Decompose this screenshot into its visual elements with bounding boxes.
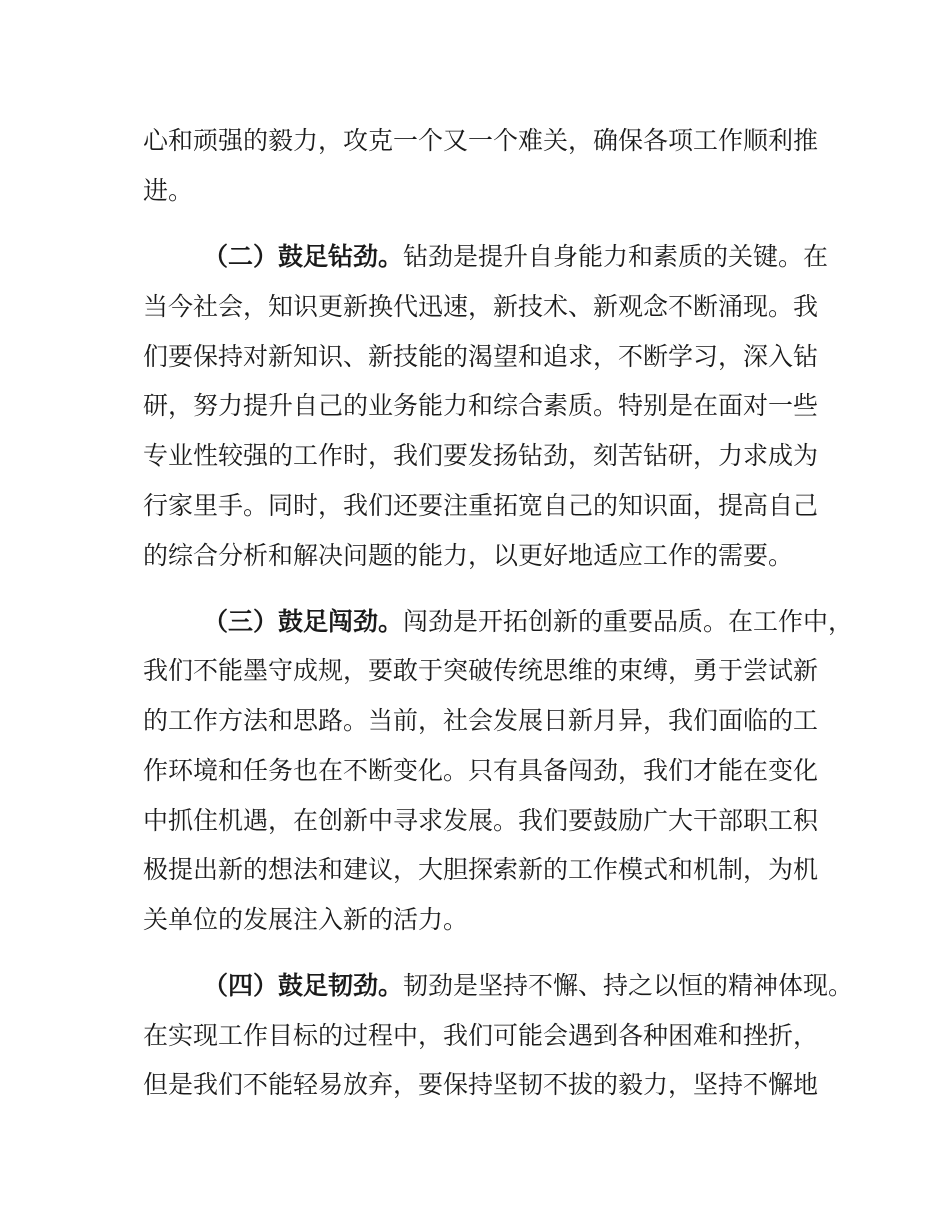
text-line: 的综合分析和解决问题的能力，以更好地适应工作的需要。 <box>143 541 794 570</box>
paragraph-first-line <box>203 605 853 639</box>
text-line: 关单位的发展注入新的活力。 <box>143 905 469 934</box>
text-line: 在实现工作目标的过程中，我们可能会遇到各种困难和挫折， <box>143 1021 819 1050</box>
text-run: 钻劲是提升自身能力和素质的关键。在 <box>403 242 829 271</box>
text-line: 当今社会，知识更新换代迅速，新技术、新观念不断涌现。我 <box>143 292 819 321</box>
text-line: 行家里手。同时，我们还要注重拓宽自己的知识面，提高自己 <box>143 491 819 520</box>
text-line: 极提出新的想法和建议，大胆探索新的工作模式和机制，为机 <box>143 855 819 884</box>
section-heading: （二）鼓足钻劲。 <box>203 242 404 271</box>
text-line: 们要保持对新知识、新技能的渴望和追求，不断学习，深入钻 <box>143 342 819 371</box>
text-line: 心和顽强的毅力，攻克一个又一个难关，确保各项工作顺利推 <box>143 126 819 155</box>
text-line: 但是我们不能轻易放弃，要保持坚韧不拔的毅力，坚持不懈地 <box>143 1070 819 1099</box>
text-line: 作环境和任务也在不断变化。只有具备闯劲，我们才能在变化 <box>143 756 819 785</box>
text-line: 研，努力提升自己的业务能力和综合素质。特别是在面对一些 <box>143 391 819 420</box>
section-heading: （三）鼓足闯劲。 <box>203 607 404 636</box>
text-line: 我们不能墨守成规，要敢于突破传统思维的束缚，勇于尝试新 <box>143 656 819 685</box>
text-line: 的工作方法和思路。当前，社会发展日新月异，我们面临的工 <box>143 706 819 735</box>
text-line: 进。 <box>143 176 194 205</box>
text-line: 中抓住机遇，在创新中寻求发展。我们要鼓励广大干部职工积 <box>143 806 819 835</box>
paragraph-first-line <box>203 969 853 1003</box>
text-run: 韧劲是坚持不懈、持之以恒的精神体现。 <box>403 971 854 1000</box>
section-heading: （四）鼓足韧劲。 <box>203 971 404 1000</box>
text-run: 闯劲是开拓创新的重要品质。在工作中， <box>403 607 854 636</box>
text-line: 专业性较强的工作时，我们要发扬钻劲，刻苦钻研，力求成为 <box>143 441 819 470</box>
paragraph-first-line <box>203 240 828 274</box>
